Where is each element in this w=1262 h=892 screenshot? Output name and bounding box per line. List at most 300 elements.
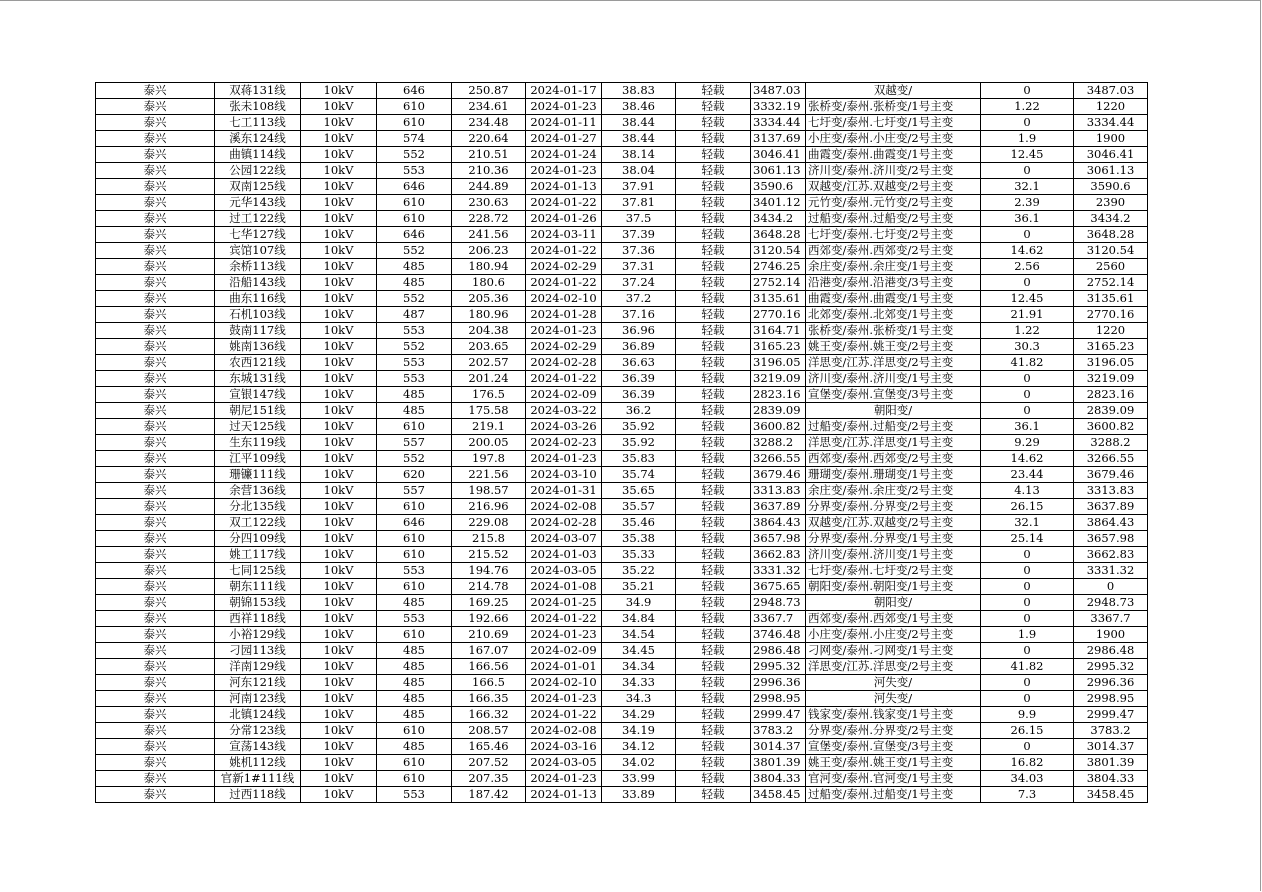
table-row [96, 595, 1148, 611]
cell-voltage: 10kV [301, 99, 377, 115]
cell-sub-load-rate: 0 [981, 739, 1074, 755]
cell-sub-capacity: 3458.45 [1074, 787, 1148, 803]
table-row [96, 579, 1148, 595]
cell-line-name: 西祥118线 [215, 611, 301, 627]
cell-capacity: 3061.13 [751, 163, 806, 179]
cell-capacity: 3590.6 [751, 179, 806, 195]
cell-sub-load-rate: 0 [981, 387, 1074, 403]
cell-capacity: 3334.44 [751, 115, 806, 131]
cell-load-rate: 35.22 [602, 563, 676, 579]
cell-max-current: 198.57 [452, 483, 526, 499]
cell-sub-load-rate: 0 [981, 611, 1074, 627]
cell-load-status: 轻载 [676, 739, 751, 755]
table-body [96, 83, 1148, 803]
cell-capacity: 3401.12 [751, 195, 806, 211]
cell-max-current: 166.32 [452, 707, 526, 723]
cell-load-status: 轻载 [676, 243, 751, 259]
cell-peak-date: 2024-01-13 [526, 787, 602, 803]
cell-substation: 过船变/泰州.过船变/2号主变 [806, 211, 981, 227]
cell-line-name: 余营136线 [215, 483, 301, 499]
cell-voltage: 10kV [301, 83, 377, 99]
cell-sub-load-rate: 36.1 [981, 419, 1074, 435]
table-row [96, 723, 1148, 739]
cell-max-current: 244.89 [452, 179, 526, 195]
cell-load-status: 轻载 [676, 611, 751, 627]
cell-voltage: 10kV [301, 707, 377, 723]
cell-voltage: 10kV [301, 787, 377, 803]
cell-sub-load-rate: 1.9 [981, 627, 1074, 643]
cell-voltage: 10kV [301, 595, 377, 611]
cell-sub-load-rate: 0 [981, 403, 1074, 419]
cell-load-rate: 38.44 [602, 131, 676, 147]
cell-sub-capacity: 2986.48 [1074, 643, 1148, 659]
cell-region: 泰兴 [96, 627, 215, 643]
cell-line-name: 元华143线 [215, 195, 301, 211]
cell-voltage: 10kV [301, 403, 377, 419]
cell-capacity: 3662.83 [751, 547, 806, 563]
cell-capacity: 2986.48 [751, 643, 806, 659]
cell-max-current: 219.1 [452, 419, 526, 435]
cell-sub-capacity: 3061.13 [1074, 163, 1148, 179]
cell-substation: 余庄变/泰州.余庄变/2号主变 [806, 483, 981, 499]
cell-peak-date: 2024-02-09 [526, 643, 602, 659]
cell-voltage: 10kV [301, 435, 377, 451]
cell-peak-date: 2024-01-11 [526, 115, 602, 131]
cell-sub-load-rate: 32.1 [981, 515, 1074, 531]
cell-max-current: 200.05 [452, 435, 526, 451]
cell-capacity: 3331.32 [751, 563, 806, 579]
table-row [96, 131, 1148, 147]
cell-sub-capacity: 2948.73 [1074, 595, 1148, 611]
cell-load-status: 轻载 [676, 515, 751, 531]
cell-voltage: 10kV [301, 771, 377, 787]
cell-capacity: 2752.14 [751, 275, 806, 291]
cell-peak-date: 2024-03-26 [526, 419, 602, 435]
cell-substation: 曲霞变/泰州.曲霞变/1号主变 [806, 291, 981, 307]
cell-region: 泰兴 [96, 691, 215, 707]
cell-load-rate: 38.04 [602, 163, 676, 179]
cell-capacity: 3266.55 [751, 451, 806, 467]
cell-substation: 洋思变/江苏.洋思变/1号主变 [806, 435, 981, 451]
cell-load-status: 轻载 [676, 115, 751, 131]
cell-rated-current: 553 [377, 323, 452, 339]
cell-max-current: 166.56 [452, 659, 526, 675]
cell-line-name: 七华127线 [215, 227, 301, 243]
cell-peak-date: 2024-02-29 [526, 339, 602, 355]
cell-load-status: 轻载 [676, 787, 751, 803]
cell-capacity: 2746.25 [751, 259, 806, 275]
cell-region: 泰兴 [96, 131, 215, 147]
cell-substation: 珊瑚变/泰州.珊瑚变/1号主变 [806, 467, 981, 483]
cell-load-rate: 35.21 [602, 579, 676, 595]
cell-sub-load-rate: 12.45 [981, 147, 1074, 163]
cell-line-name: 生东119线 [215, 435, 301, 451]
cell-load-status: 轻载 [676, 99, 751, 115]
cell-voltage: 10kV [301, 755, 377, 771]
cell-capacity: 3196.05 [751, 355, 806, 371]
table-row [96, 323, 1148, 339]
cell-rated-current: 646 [377, 227, 452, 243]
cell-max-current: 165.46 [452, 739, 526, 755]
cell-peak-date: 2024-03-05 [526, 563, 602, 579]
cell-region: 泰兴 [96, 515, 215, 531]
cell-line-name: 张未108线 [215, 99, 301, 115]
cell-max-current: 210.36 [452, 163, 526, 179]
cell-substation: 济川变/泰州.济川变/2号主变 [806, 163, 981, 179]
table-row [96, 355, 1148, 371]
cell-max-current: 180.6 [452, 275, 526, 291]
cell-region: 泰兴 [96, 723, 215, 739]
cell-rated-current: 485 [377, 659, 452, 675]
cell-voltage: 10kV [301, 659, 377, 675]
cell-voltage: 10kV [301, 195, 377, 211]
cell-substation: 元竹变/泰州.元竹变/2号主变 [806, 195, 981, 211]
cell-load-rate: 37.16 [602, 307, 676, 323]
cell-sub-load-rate: 9.9 [981, 707, 1074, 723]
cell-line-name: 刁园113线 [215, 643, 301, 659]
cell-substation: 沿港变/泰州.沿港变/3号主变 [806, 275, 981, 291]
cell-rated-current: 485 [377, 275, 452, 291]
cell-line-name: 朝东111线 [215, 579, 301, 595]
table-row [96, 291, 1148, 307]
cell-load-status: 轻载 [676, 227, 751, 243]
cell-load-rate: 36.39 [602, 371, 676, 387]
cell-load-status: 轻载 [676, 707, 751, 723]
cell-peak-date: 2024-03-11 [526, 227, 602, 243]
cell-peak-date: 2024-03-05 [526, 755, 602, 771]
cell-sub-capacity: 3120.54 [1074, 243, 1148, 259]
cell-rated-current: 557 [377, 483, 452, 499]
cell-peak-date: 2024-01-08 [526, 579, 602, 595]
cell-peak-date: 2024-01-22 [526, 195, 602, 211]
cell-region: 泰兴 [96, 579, 215, 595]
cell-load-status: 轻载 [676, 403, 751, 419]
cell-rated-current: 646 [377, 83, 452, 99]
cell-max-current: 180.96 [452, 307, 526, 323]
cell-max-current: 180.94 [452, 259, 526, 275]
cell-sub-capacity: 2752.14 [1074, 275, 1148, 291]
cell-sub-load-rate: 1.22 [981, 323, 1074, 339]
cell-line-name: 姚机112线 [215, 755, 301, 771]
cell-peak-date: 2024-01-26 [526, 211, 602, 227]
cell-sub-capacity: 3367.7 [1074, 611, 1148, 627]
cell-capacity: 3637.89 [751, 499, 806, 515]
cell-load-rate: 35.38 [602, 531, 676, 547]
cell-region: 泰兴 [96, 659, 215, 675]
cell-region: 泰兴 [96, 211, 215, 227]
cell-max-current: 175.58 [452, 403, 526, 419]
cell-region: 泰兴 [96, 83, 215, 99]
cell-line-name: 余桥113线 [215, 259, 301, 275]
cell-capacity: 2839.09 [751, 403, 806, 419]
cell-line-name: 姚南136线 [215, 339, 301, 355]
cell-line-name: 朝锦153线 [215, 595, 301, 611]
cell-sub-capacity: 2995.32 [1074, 659, 1148, 675]
cell-region: 泰兴 [96, 595, 215, 611]
cell-load-status: 轻载 [676, 387, 751, 403]
cell-substation: 河失变/ [806, 675, 981, 691]
cell-line-name: 沿船143线 [215, 275, 301, 291]
cell-capacity: 3164.71 [751, 323, 806, 339]
cell-load-rate: 36.2 [602, 403, 676, 419]
cell-substation: 姚王变/泰州.姚王变/1号主变 [806, 755, 981, 771]
cell-sub-load-rate: 0 [981, 83, 1074, 99]
cell-substation: 分界变/泰州.分界变/2号主变 [806, 499, 981, 515]
cell-rated-current: 610 [377, 627, 452, 643]
cell-peak-date: 2024-02-09 [526, 387, 602, 403]
cell-load-status: 轻载 [676, 339, 751, 355]
cell-max-current: 167.07 [452, 643, 526, 659]
cell-voltage: 10kV [301, 723, 377, 739]
cell-sub-load-rate: 23.44 [981, 467, 1074, 483]
cell-load-rate: 35.57 [602, 499, 676, 515]
cell-peak-date: 2024-02-28 [526, 355, 602, 371]
table-row [96, 147, 1148, 163]
cell-load-rate: 36.96 [602, 323, 676, 339]
cell-capacity: 3219.09 [751, 371, 806, 387]
cell-sub-load-rate: 7.3 [981, 787, 1074, 803]
cell-sub-capacity: 2839.09 [1074, 403, 1148, 419]
cell-line-name: 公园122线 [215, 163, 301, 179]
table-row [96, 275, 1148, 291]
table-row [96, 467, 1148, 483]
cell-rated-current: 485 [377, 707, 452, 723]
cell-voltage: 10kV [301, 531, 377, 547]
cell-rated-current: 610 [377, 211, 452, 227]
cell-region: 泰兴 [96, 163, 215, 179]
cell-peak-date: 2024-01-24 [526, 147, 602, 163]
cell-load-rate: 33.89 [602, 787, 676, 803]
cell-substation: 分界变/泰州.分界变/1号主变 [806, 531, 981, 547]
cell-region: 泰兴 [96, 467, 215, 483]
cell-substation: 北郊变/泰州.北郊变/1号主变 [806, 307, 981, 323]
cell-region: 泰兴 [96, 739, 215, 755]
cell-substation: 朝阳变/ [806, 595, 981, 611]
cell-load-status: 轻载 [676, 291, 751, 307]
cell-rated-current: 610 [377, 723, 452, 739]
cell-sub-load-rate: 0 [981, 163, 1074, 179]
cell-peak-date: 2024-03-10 [526, 467, 602, 483]
cell-voltage: 10kV [301, 179, 377, 195]
table-row [96, 435, 1148, 451]
cell-max-current: 204.38 [452, 323, 526, 339]
cell-max-current: 202.57 [452, 355, 526, 371]
cell-max-current: 215.8 [452, 531, 526, 547]
cell-max-current: 216.96 [452, 499, 526, 515]
cell-sub-capacity: 3600.82 [1074, 419, 1148, 435]
table-row [96, 195, 1148, 211]
cell-load-status: 轻载 [676, 467, 751, 483]
cell-line-name: 宣荡143线 [215, 739, 301, 755]
cell-sub-capacity: 3266.55 [1074, 451, 1148, 467]
cell-load-rate: 36.89 [602, 339, 676, 355]
cell-sub-load-rate: 32.1 [981, 179, 1074, 195]
cell-capacity: 3137.69 [751, 131, 806, 147]
cell-sub-load-rate: 14.62 [981, 451, 1074, 467]
cell-sub-capacity: 3135.61 [1074, 291, 1148, 307]
cell-load-rate: 35.74 [602, 467, 676, 483]
cell-peak-date: 2024-01-13 [526, 179, 602, 195]
cell-substation: 双越变/ [806, 83, 981, 99]
cell-capacity: 2823.16 [751, 387, 806, 403]
table-row [96, 99, 1148, 115]
cell-max-current: 210.51 [452, 147, 526, 163]
cell-load-status: 轻载 [676, 131, 751, 147]
cell-load-status: 轻载 [676, 579, 751, 595]
cell-line-name: 分北135线 [215, 499, 301, 515]
cell-rated-current: 610 [377, 195, 452, 211]
cell-sub-capacity: 3648.28 [1074, 227, 1148, 243]
cell-max-current: 207.35 [452, 771, 526, 787]
cell-region: 泰兴 [96, 755, 215, 771]
cell-region: 泰兴 [96, 499, 215, 515]
cell-rated-current: 485 [377, 387, 452, 403]
table-row [96, 755, 1148, 771]
table-row [96, 659, 1148, 675]
cell-region: 泰兴 [96, 771, 215, 787]
table-row [96, 531, 1148, 547]
cell-rated-current: 610 [377, 531, 452, 547]
cell-substation: 过船变/泰州.过船变/2号主变 [806, 419, 981, 435]
cell-max-current: 203.65 [452, 339, 526, 355]
cell-capacity: 3783.2 [751, 723, 806, 739]
cell-load-rate: 34.54 [602, 627, 676, 643]
cell-region: 泰兴 [96, 675, 215, 691]
cell-peak-date: 2024-01-03 [526, 547, 602, 563]
cell-region: 泰兴 [96, 227, 215, 243]
cell-rated-current: 610 [377, 755, 452, 771]
cell-substation: 济川变/泰州.济川变/1号主变 [806, 547, 981, 563]
cell-region: 泰兴 [96, 451, 215, 467]
cell-load-rate: 37.91 [602, 179, 676, 195]
cell-sub-load-rate: 0 [981, 579, 1074, 595]
cell-sub-load-rate: 2.56 [981, 259, 1074, 275]
cell-load-status: 轻载 [676, 179, 751, 195]
cell-region: 泰兴 [96, 611, 215, 627]
cell-sub-capacity: 2770.16 [1074, 307, 1148, 323]
cell-line-name: 分四109线 [215, 531, 301, 547]
cell-load-status: 轻载 [676, 627, 751, 643]
cell-load-rate: 35.83 [602, 451, 676, 467]
cell-rated-current: 610 [377, 115, 452, 131]
cell-load-rate: 36.39 [602, 387, 676, 403]
table-row [96, 211, 1148, 227]
cell-load-rate: 35.92 [602, 435, 676, 451]
cell-rated-current: 485 [377, 403, 452, 419]
cell-region: 泰兴 [96, 547, 215, 563]
cell-sub-load-rate: 12.45 [981, 291, 1074, 307]
cell-load-rate: 35.33 [602, 547, 676, 563]
cell-peak-date: 2024-02-23 [526, 435, 602, 451]
cell-peak-date: 2024-01-27 [526, 131, 602, 147]
table-row [96, 707, 1148, 723]
cell-rated-current: 610 [377, 547, 452, 563]
cell-line-name: 石机103线 [215, 307, 301, 323]
cell-voltage: 10kV [301, 419, 377, 435]
cell-capacity: 2948.73 [751, 595, 806, 611]
cell-substation: 张桥变/泰州.张桥变/1号主变 [806, 99, 981, 115]
cell-sub-load-rate: 1.22 [981, 99, 1074, 115]
cell-sub-load-rate: 1.9 [981, 131, 1074, 147]
cell-peak-date: 2024-01-22 [526, 243, 602, 259]
cell-substation: 余庄变/泰州.余庄变/1号主变 [806, 259, 981, 275]
cell-region: 泰兴 [96, 403, 215, 419]
cell-capacity: 3165.23 [751, 339, 806, 355]
cell-line-name: 江平109线 [215, 451, 301, 467]
table-row [96, 403, 1148, 419]
cell-sub-load-rate: 0 [981, 371, 1074, 387]
cell-region: 泰兴 [96, 275, 215, 291]
cell-rated-current: 485 [377, 675, 452, 691]
cell-voltage: 10kV [301, 227, 377, 243]
cell-line-name: 鼓南117线 [215, 323, 301, 339]
table-row [96, 179, 1148, 195]
cell-rated-current: 485 [377, 595, 452, 611]
cell-substation: 七圩变/泰州.七圩变/1号主变 [806, 115, 981, 131]
cell-load-status: 轻载 [676, 275, 751, 291]
cell-sub-capacity: 3487.03 [1074, 83, 1148, 99]
cell-peak-date: 2024-03-22 [526, 403, 602, 419]
cell-voltage: 10kV [301, 611, 377, 627]
cell-rated-current: 553 [377, 611, 452, 627]
cell-sub-capacity: 3590.6 [1074, 179, 1148, 195]
cell-line-name: 曲镇114线 [215, 147, 301, 163]
cell-load-rate: 38.44 [602, 115, 676, 131]
cell-rated-current: 552 [377, 451, 452, 467]
cell-capacity: 3746.48 [751, 627, 806, 643]
cell-max-current: 208.57 [452, 723, 526, 739]
cell-rated-current: 552 [377, 243, 452, 259]
cell-max-current: 187.42 [452, 787, 526, 803]
cell-load-rate: 37.5 [602, 211, 676, 227]
table-row [96, 563, 1148, 579]
cell-load-rate: 34.12 [602, 739, 676, 755]
cell-capacity: 3458.45 [751, 787, 806, 803]
cell-rated-current: 610 [377, 499, 452, 515]
cell-load-rate: 37.81 [602, 195, 676, 211]
cell-load-status: 轻载 [676, 195, 751, 211]
cell-load-status: 轻载 [676, 163, 751, 179]
cell-rated-current: 610 [377, 771, 452, 787]
table-row [96, 547, 1148, 563]
cell-capacity: 3332.19 [751, 99, 806, 115]
table-row [96, 259, 1148, 275]
cell-substation: 洋思变/江苏.洋思变/2号主变 [806, 355, 981, 371]
cell-capacity: 2995.32 [751, 659, 806, 675]
cell-peak-date: 2024-01-23 [526, 691, 602, 707]
cell-line-name: 东城131线 [215, 371, 301, 387]
cell-rated-current: 552 [377, 291, 452, 307]
cell-max-current: 192.66 [452, 611, 526, 627]
cell-load-rate: 38.14 [602, 147, 676, 163]
cell-voltage: 10kV [301, 579, 377, 595]
cell-load-status: 轻载 [676, 307, 751, 323]
cell-load-rate: 35.65 [602, 483, 676, 499]
cell-load-rate: 34.19 [602, 723, 676, 739]
cell-sub-capacity: 3434.2 [1074, 211, 1148, 227]
cell-capacity: 3801.39 [751, 755, 806, 771]
cell-voltage: 10kV [301, 243, 377, 259]
cell-line-name: 珊镰111线 [215, 467, 301, 483]
cell-sub-capacity: 3334.44 [1074, 115, 1148, 131]
cell-load-rate: 38.83 [602, 83, 676, 99]
cell-sub-load-rate: 25.14 [981, 531, 1074, 547]
table-row [96, 307, 1148, 323]
cell-substation: 分界变/泰州.分界变/2号主变 [806, 723, 981, 739]
table-row [96, 83, 1148, 99]
cell-load-rate: 34.45 [602, 643, 676, 659]
cell-load-rate: 34.9 [602, 595, 676, 611]
